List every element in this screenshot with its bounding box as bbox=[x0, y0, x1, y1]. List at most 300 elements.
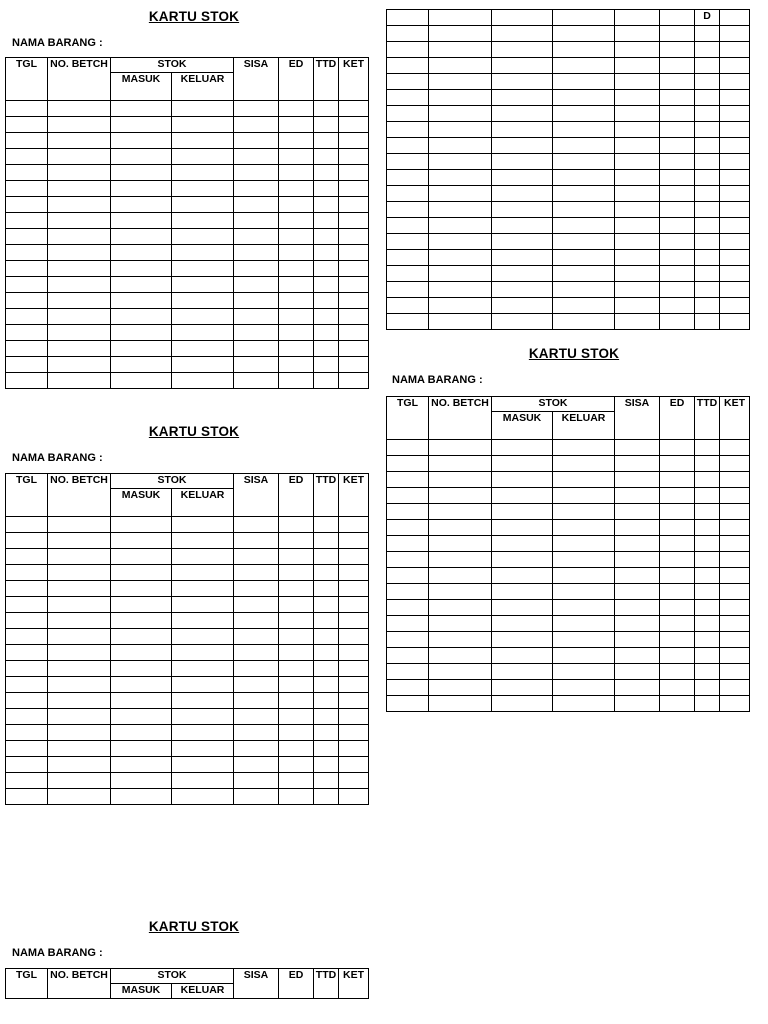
table-cell bbox=[6, 692, 48, 708]
table-cell bbox=[48, 260, 111, 276]
table-cell bbox=[492, 282, 553, 298]
header-ket: KET bbox=[339, 58, 369, 101]
table-row bbox=[6, 116, 369, 132]
table-row bbox=[387, 519, 750, 535]
table-cell bbox=[695, 567, 720, 583]
table-cell bbox=[314, 292, 339, 308]
table-cell bbox=[234, 612, 279, 628]
table-cell bbox=[111, 628, 172, 644]
table-cell bbox=[339, 596, 369, 612]
table-cell bbox=[660, 631, 695, 647]
table-cell bbox=[387, 298, 429, 314]
table-row bbox=[6, 100, 369, 116]
table-cell bbox=[279, 660, 314, 676]
table-cell bbox=[339, 772, 369, 788]
table-cell bbox=[172, 212, 234, 228]
table-row bbox=[6, 596, 369, 612]
table-cell bbox=[387, 314, 429, 330]
table-cell bbox=[234, 308, 279, 324]
table-cell bbox=[553, 58, 615, 74]
table-cell bbox=[429, 487, 492, 503]
table-cell bbox=[660, 519, 695, 535]
table-row bbox=[387, 695, 750, 711]
table-cell bbox=[695, 631, 720, 647]
table-cell bbox=[172, 516, 234, 532]
table-row bbox=[387, 282, 750, 298]
table-cell bbox=[660, 314, 695, 330]
table-cell bbox=[429, 567, 492, 583]
table-cell bbox=[339, 756, 369, 772]
table-row bbox=[387, 535, 750, 551]
table-cell bbox=[234, 516, 279, 532]
table-row bbox=[6, 148, 369, 164]
table-cell bbox=[429, 503, 492, 519]
table-cell bbox=[553, 234, 615, 250]
table-cell bbox=[660, 122, 695, 138]
table-cell bbox=[172, 292, 234, 308]
table-cell bbox=[429, 202, 492, 218]
table-cell bbox=[172, 660, 234, 676]
table-cell bbox=[234, 148, 279, 164]
table-cell bbox=[429, 106, 492, 122]
table-cell bbox=[553, 170, 615, 186]
table-row bbox=[6, 292, 369, 308]
table-cell bbox=[720, 647, 750, 663]
table-cell bbox=[6, 292, 48, 308]
table-cell bbox=[111, 660, 172, 676]
table-cell bbox=[6, 644, 48, 660]
header-keluar: KELUAR bbox=[172, 72, 234, 100]
card-2-stock-table bbox=[5, 473, 369, 805]
table-cell bbox=[429, 647, 492, 663]
table-cell bbox=[48, 340, 111, 356]
table-cell bbox=[615, 42, 660, 58]
table-cell bbox=[279, 612, 314, 628]
table-cell bbox=[6, 660, 48, 676]
table-cell bbox=[172, 148, 234, 164]
table-cell bbox=[339, 564, 369, 580]
table-cell bbox=[111, 308, 172, 324]
table-cell bbox=[695, 250, 720, 266]
header-ed: ED bbox=[279, 474, 314, 517]
table-cell bbox=[615, 519, 660, 535]
table-cell bbox=[339, 116, 369, 132]
table-cell bbox=[492, 170, 553, 186]
table-row bbox=[6, 660, 369, 676]
table-cell bbox=[615, 535, 660, 551]
table-cell bbox=[234, 356, 279, 372]
header-sisa: SISA bbox=[234, 58, 279, 101]
table-cell bbox=[720, 695, 750, 711]
table-cell bbox=[279, 724, 314, 740]
table-cell bbox=[492, 487, 553, 503]
table-cell bbox=[111, 356, 172, 372]
table-cell bbox=[314, 676, 339, 692]
table-cell bbox=[234, 292, 279, 308]
table-row bbox=[6, 308, 369, 324]
table-cell bbox=[615, 106, 660, 122]
table-cell bbox=[314, 692, 339, 708]
table-cell bbox=[720, 615, 750, 631]
table-cell bbox=[6, 164, 48, 180]
table-cell bbox=[234, 244, 279, 260]
table-cell bbox=[339, 164, 369, 180]
table-cell bbox=[234, 708, 279, 724]
table-cell bbox=[615, 551, 660, 567]
table-cell bbox=[279, 164, 314, 180]
table-cell bbox=[720, 535, 750, 551]
table-cell bbox=[492, 471, 553, 487]
table-cell bbox=[6, 580, 48, 596]
table-cell bbox=[48, 308, 111, 324]
table-cell bbox=[111, 692, 172, 708]
table-cell bbox=[387, 74, 429, 90]
table-cell bbox=[553, 647, 615, 663]
table-cell bbox=[492, 615, 553, 631]
table-cell bbox=[387, 487, 429, 503]
table-cell bbox=[720, 679, 750, 695]
table-cell bbox=[553, 471, 615, 487]
table-cell bbox=[234, 228, 279, 244]
table-row bbox=[387, 138, 750, 154]
table-cell bbox=[234, 788, 279, 804]
table-cell bbox=[111, 196, 172, 212]
table-cell bbox=[339, 660, 369, 676]
table-cell bbox=[234, 644, 279, 660]
table-cell bbox=[429, 154, 492, 170]
table-row bbox=[6, 772, 369, 788]
table-row bbox=[6, 276, 369, 292]
table-cell bbox=[279, 324, 314, 340]
table-cell bbox=[172, 180, 234, 196]
header-ed: ED bbox=[279, 58, 314, 101]
table-cell bbox=[429, 551, 492, 567]
table-cell bbox=[111, 148, 172, 164]
table-cell bbox=[111, 724, 172, 740]
header-sisa: SISA bbox=[615, 397, 660, 440]
table-cell bbox=[615, 266, 660, 282]
table-cell bbox=[492, 695, 553, 711]
table-cell bbox=[695, 503, 720, 519]
table-cell bbox=[279, 692, 314, 708]
table-row bbox=[387, 234, 750, 250]
table-row bbox=[6, 532, 369, 548]
table-cell bbox=[492, 679, 553, 695]
table-cell bbox=[615, 615, 660, 631]
table-cell bbox=[48, 164, 111, 180]
table-cell bbox=[615, 234, 660, 250]
table-cell bbox=[314, 340, 339, 356]
table-cell bbox=[279, 356, 314, 372]
table-cell bbox=[720, 583, 750, 599]
table-cell bbox=[615, 202, 660, 218]
card-2-rows bbox=[6, 516, 369, 804]
table-cell bbox=[339, 708, 369, 724]
table-cell bbox=[695, 42, 720, 58]
table-cell bbox=[553, 202, 615, 218]
table-cell bbox=[6, 180, 48, 196]
table-cell bbox=[492, 314, 553, 330]
table-cell bbox=[720, 471, 750, 487]
table-cell bbox=[314, 660, 339, 676]
table-cell bbox=[48, 100, 111, 116]
table-cell bbox=[172, 356, 234, 372]
header-ttd-tail: D bbox=[695, 10, 720, 26]
table-cell bbox=[660, 471, 695, 487]
header-no-batch: NO. BETCH bbox=[429, 397, 492, 440]
table-cell bbox=[234, 548, 279, 564]
table-cell bbox=[615, 122, 660, 138]
table-cell bbox=[172, 308, 234, 324]
table-cell bbox=[48, 292, 111, 308]
table-row bbox=[387, 631, 750, 647]
table-cell bbox=[314, 708, 339, 724]
table-cell bbox=[339, 644, 369, 660]
table-cell bbox=[553, 599, 615, 615]
table-cell bbox=[429, 679, 492, 695]
table-cell bbox=[234, 340, 279, 356]
table-cell bbox=[387, 535, 429, 551]
table-row bbox=[387, 503, 750, 519]
table-cell bbox=[6, 340, 48, 356]
table-cell bbox=[387, 170, 429, 186]
table-cell bbox=[492, 455, 553, 471]
table-cell bbox=[429, 599, 492, 615]
table-cell bbox=[615, 154, 660, 170]
table-cell bbox=[172, 772, 234, 788]
table-cell bbox=[615, 567, 660, 583]
table-cell bbox=[660, 186, 695, 202]
table-cell bbox=[234, 660, 279, 676]
table-row bbox=[6, 228, 369, 244]
table-row bbox=[387, 266, 750, 282]
header-ttd: TTD bbox=[695, 397, 720, 440]
table-cell bbox=[492, 26, 553, 42]
table-cell bbox=[387, 282, 429, 298]
table-cell bbox=[720, 106, 750, 122]
table-cell bbox=[720, 42, 750, 58]
table-cell bbox=[339, 516, 369, 532]
table-cell bbox=[660, 170, 695, 186]
table-cell bbox=[695, 282, 720, 298]
table-cell bbox=[314, 532, 339, 548]
table-cell bbox=[615, 186, 660, 202]
table-cell bbox=[6, 548, 48, 564]
table-row bbox=[6, 724, 369, 740]
table-cell bbox=[492, 154, 553, 170]
table-cell bbox=[660, 439, 695, 455]
table-cell bbox=[6, 724, 48, 740]
table-cell bbox=[695, 218, 720, 234]
table-cell bbox=[660, 282, 695, 298]
table-cell bbox=[553, 218, 615, 234]
table-cell bbox=[48, 724, 111, 740]
table-cell bbox=[48, 628, 111, 644]
table-cell bbox=[111, 244, 172, 260]
table-cell bbox=[234, 740, 279, 756]
table-cell bbox=[387, 186, 429, 202]
table-row bbox=[387, 202, 750, 218]
table-row bbox=[6, 164, 369, 180]
table-cell bbox=[111, 740, 172, 756]
table-cell bbox=[720, 26, 750, 42]
table-cell bbox=[48, 228, 111, 244]
table-cell bbox=[279, 644, 314, 660]
table-cell bbox=[279, 580, 314, 596]
table-cell bbox=[492, 439, 553, 455]
table-cell bbox=[660, 487, 695, 503]
table-cell bbox=[695, 487, 720, 503]
table-cell bbox=[429, 58, 492, 74]
table-cell bbox=[492, 58, 553, 74]
table-cell bbox=[314, 756, 339, 772]
table-cell bbox=[660, 26, 695, 42]
table-cell bbox=[660, 90, 695, 106]
table-cell bbox=[111, 164, 172, 180]
table-cell bbox=[387, 122, 429, 138]
table-cell bbox=[720, 455, 750, 471]
header-stok: STOK bbox=[111, 969, 234, 984]
table-cell bbox=[615, 471, 660, 487]
table-cell bbox=[720, 74, 750, 90]
table-cell bbox=[6, 596, 48, 612]
table-cell bbox=[314, 324, 339, 340]
table-cell bbox=[615, 695, 660, 711]
table-cell bbox=[720, 58, 750, 74]
table-cell bbox=[279, 228, 314, 244]
table-cell bbox=[6, 132, 48, 148]
card-1-rows bbox=[6, 100, 369, 388]
table-cell bbox=[314, 772, 339, 788]
table-cell bbox=[387, 455, 429, 471]
header-masuk: MASUK bbox=[492, 411, 553, 439]
table-row bbox=[6, 132, 369, 148]
table-cell bbox=[720, 663, 750, 679]
table-cell bbox=[553, 26, 615, 42]
table-row bbox=[6, 548, 369, 564]
table-cell bbox=[111, 596, 172, 612]
table-cell bbox=[111, 260, 172, 276]
table-cell bbox=[279, 516, 314, 532]
card-1-stock-table bbox=[5, 57, 369, 389]
table-cell bbox=[314, 148, 339, 164]
table-cell bbox=[429, 218, 492, 234]
table-cell bbox=[553, 535, 615, 551]
table-cell bbox=[660, 615, 695, 631]
table-cell bbox=[111, 340, 172, 356]
table-row bbox=[6, 356, 369, 372]
table-cell bbox=[695, 74, 720, 90]
table-cell bbox=[314, 212, 339, 228]
table-cell bbox=[615, 503, 660, 519]
table-cell bbox=[314, 132, 339, 148]
table-cell bbox=[172, 708, 234, 724]
table-cell bbox=[172, 596, 234, 612]
table-cell bbox=[615, 250, 660, 266]
table-cell bbox=[48, 772, 111, 788]
table-cell bbox=[720, 439, 750, 455]
table-cell bbox=[615, 487, 660, 503]
header-keluar: KELUAR bbox=[172, 488, 234, 516]
table-cell bbox=[387, 218, 429, 234]
table-cell bbox=[615, 26, 660, 42]
table-cell bbox=[553, 298, 615, 314]
table-cell bbox=[553, 679, 615, 695]
table-cell bbox=[339, 260, 369, 276]
table-cell bbox=[492, 599, 553, 615]
table-cell bbox=[48, 244, 111, 260]
table-row bbox=[6, 564, 369, 580]
table-cell bbox=[314, 244, 339, 260]
table-cell bbox=[314, 372, 339, 388]
table-cell bbox=[720, 314, 750, 330]
table-cell bbox=[492, 551, 553, 567]
table-cell bbox=[111, 708, 172, 724]
header-stok: STOK bbox=[492, 397, 615, 412]
table-cell bbox=[429, 663, 492, 679]
table-cell bbox=[111, 548, 172, 564]
table-cell bbox=[234, 324, 279, 340]
table-cell bbox=[615, 663, 660, 679]
table-cell bbox=[172, 756, 234, 772]
table-cell bbox=[660, 266, 695, 282]
table-cell bbox=[695, 647, 720, 663]
table-cell bbox=[279, 676, 314, 692]
table-row bbox=[387, 551, 750, 567]
table-cell bbox=[615, 647, 660, 663]
table-cell bbox=[339, 372, 369, 388]
table-cell bbox=[172, 164, 234, 180]
table-cell bbox=[6, 676, 48, 692]
table-cell bbox=[387, 138, 429, 154]
table-cell bbox=[553, 631, 615, 647]
table-cell bbox=[387, 503, 429, 519]
table-cell bbox=[48, 212, 111, 228]
table-cell bbox=[234, 180, 279, 196]
table-cell bbox=[339, 100, 369, 116]
table-row bbox=[387, 647, 750, 663]
table-cell bbox=[720, 298, 750, 314]
table-cell bbox=[234, 132, 279, 148]
table-cell bbox=[6, 612, 48, 628]
table-cell bbox=[660, 695, 695, 711]
card-3-title: KARTU STOK bbox=[148, 919, 240, 934]
table-cell bbox=[429, 74, 492, 90]
table-cell bbox=[234, 692, 279, 708]
table-cell bbox=[48, 324, 111, 340]
table-cell bbox=[695, 439, 720, 455]
header-masuk: MASUK bbox=[111, 983, 172, 998]
table-cell bbox=[6, 740, 48, 756]
table-cell bbox=[553, 154, 615, 170]
header-no-batch: NO. BETCH bbox=[48, 58, 111, 101]
table-cell bbox=[6, 212, 48, 228]
table-cell bbox=[339, 308, 369, 324]
table-cell bbox=[695, 298, 720, 314]
table-cell bbox=[279, 116, 314, 132]
table-cell bbox=[172, 532, 234, 548]
table-cell bbox=[492, 631, 553, 647]
table-cell bbox=[314, 564, 339, 580]
table-cell bbox=[279, 772, 314, 788]
card-5-item-label: NAMA BARANG : bbox=[392, 374, 483, 386]
table-cell bbox=[172, 324, 234, 340]
table-cell bbox=[6, 628, 48, 644]
table-cell bbox=[48, 132, 111, 148]
header-ttd: TTD bbox=[314, 474, 339, 517]
table-cell bbox=[314, 260, 339, 276]
table-cell bbox=[553, 314, 615, 330]
